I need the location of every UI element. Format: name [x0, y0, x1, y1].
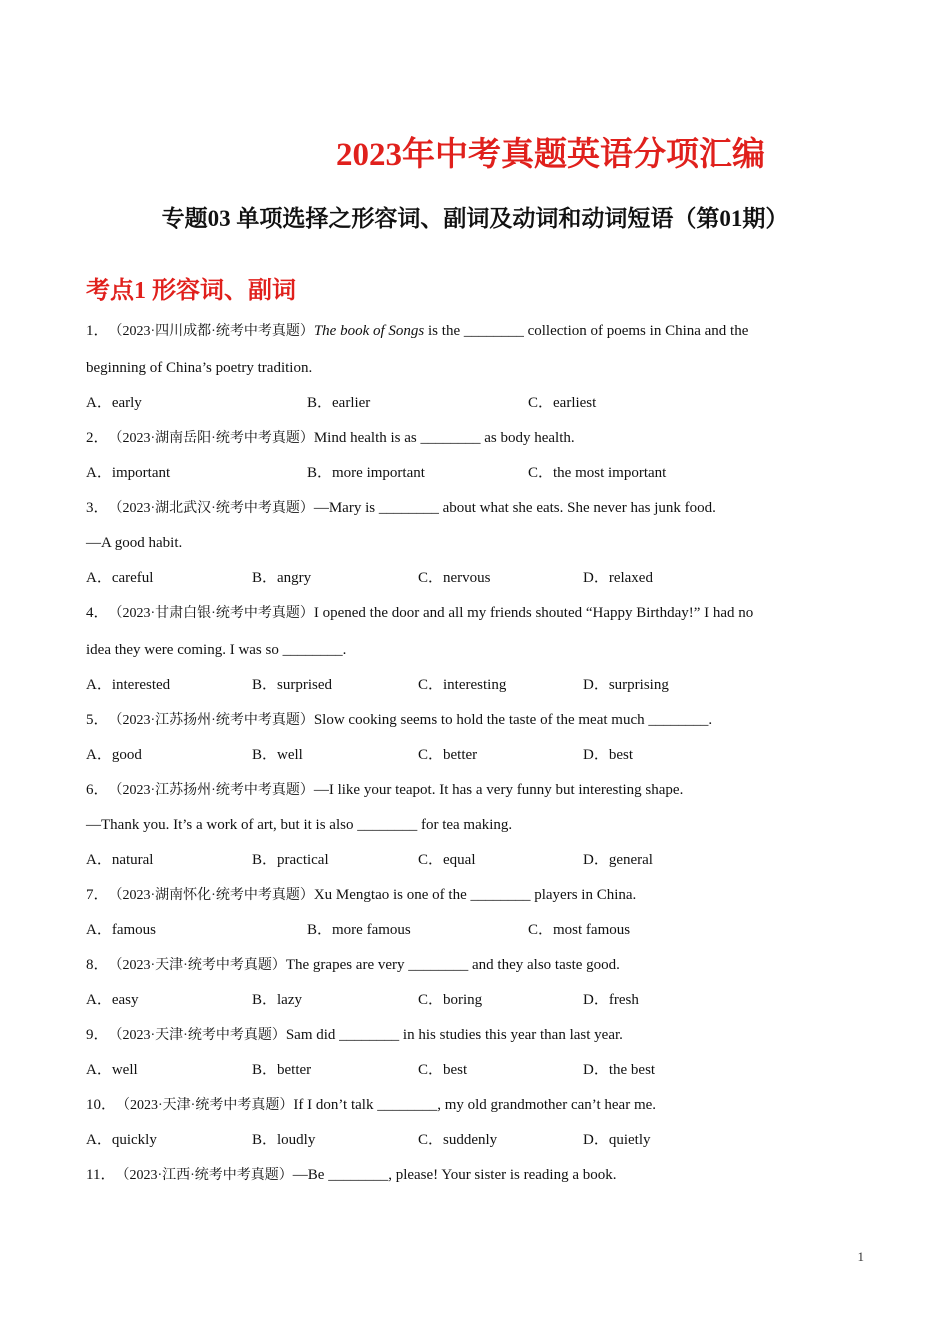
question-stem: Mind health is as ________ as body health.	[313, 430, 575, 446]
option-a[interactable]: A．easy	[86, 992, 139, 1008]
question-stem-continued: idea they were coming. I was so ________.	[86, 642, 347, 658]
option-d[interactable]: D．best	[583, 747, 633, 763]
option-row	[86, 983, 866, 1018]
question-stem: —Be ________, please! Your sister is reading a book.	[292, 1167, 617, 1183]
question-stem: —I like your teapot. It has a very funny but interesting shape.	[313, 782, 684, 798]
question-source: （2023·天津·统考中考真题）	[108, 1028, 286, 1043]
option-a[interactable]: A．quickly	[86, 1132, 157, 1148]
question-stem: Sam did ________ in his studies this year than last year.	[285, 1027, 623, 1043]
question-source: （2023·四川成都·统考中考真题）	[108, 324, 314, 339]
option-row	[86, 456, 866, 491]
option-c[interactable]: C．the most important	[528, 465, 667, 481]
option-c[interactable]: C．nervous	[418, 570, 491, 586]
option-a[interactable]: A．important	[86, 465, 171, 481]
question-number: 3．	[86, 500, 109, 516]
option-row	[86, 386, 866, 421]
option-row	[86, 843, 866, 878]
question-source: （2023·甘肃白银·统考中考真题）	[108, 606, 314, 621]
option-d[interactable]: D．quietly	[583, 1132, 651, 1148]
question-7	[86, 878, 866, 948]
question-8	[86, 948, 866, 1018]
question-3	[86, 491, 866, 596]
question-stem: I opened the door and all my friends shouted “Happy Birthday!” I had no	[313, 605, 754, 621]
option-c[interactable]: C．boring	[418, 992, 483, 1008]
question-source: （2023·湖南岳阳·统考中考真题）	[108, 431, 314, 446]
option-c[interactable]: C．suddenly	[418, 1132, 498, 1148]
option-c[interactable]: C．most famous	[528, 922, 631, 938]
question-number: 9．	[86, 1027, 109, 1043]
option-c[interactable]: C．equal	[418, 852, 476, 868]
option-b[interactable]: B．better	[252, 1062, 312, 1078]
option-a[interactable]: A．careful	[86, 570, 154, 586]
question-10	[86, 1088, 866, 1158]
question-source: （2023·江苏扬州·统考中考真题）	[108, 783, 314, 798]
option-b[interactable]: B．earlier	[307, 395, 371, 411]
question-number: 10．	[86, 1097, 117, 1113]
question-stem: The grapes are very ________ and they also taste good.	[285, 957, 620, 973]
question-4	[86, 596, 866, 703]
document-title: 2023年中考真题英语分项汇编	[336, 137, 765, 173]
document-subtitle: 专题03 单项选择之形容词、副词及动词和动词短语（第01期）	[161, 206, 789, 231]
question-stem-continued: —Thank you. It’s a work of art, but it is also ________ for tea making.	[86, 817, 513, 833]
option-a[interactable]: A．interested	[86, 677, 171, 693]
option-c[interactable]: C．earliest	[528, 395, 597, 411]
question-source: （2023·天津·统考中考真题）	[108, 958, 286, 973]
option-row	[86, 913, 866, 948]
page-number: 1	[857, 1249, 864, 1264]
option-c[interactable]: C．interesting	[418, 677, 507, 693]
option-a[interactable]: A．good	[86, 747, 142, 763]
question-number: 8．	[86, 957, 109, 973]
option-b[interactable]: B．more important	[307, 465, 425, 481]
question-stem: Slow cooking seems to hold the taste of the meat much ________.	[313, 712, 713, 728]
option-a[interactable]: A．early	[86, 395, 142, 411]
question-stem: is the ________ collection of poems in China and the	[424, 323, 749, 339]
option-b[interactable]: B．loudly	[252, 1132, 316, 1148]
question-2	[86, 421, 866, 491]
option-c[interactable]: C．best	[418, 1062, 468, 1078]
question-stem: Xu Mengtao is one of the ________ players in China.	[313, 887, 637, 903]
question-stem: —Mary is ________ about what she eats. She never has junk food.	[313, 500, 716, 516]
question-list	[86, 314, 866, 1193]
question-number: 4．	[86, 605, 109, 621]
option-d[interactable]: D．surprising	[583, 677, 669, 693]
option-b[interactable]: B．well	[252, 747, 303, 763]
question-stem-italic: The book of Songs	[313, 323, 425, 339]
question-number: 5．	[86, 712, 109, 728]
question-source: （2023·江西·统考中考真题）	[115, 1168, 293, 1183]
question-source: （2023·湖北武汉·统考中考真题）	[108, 501, 314, 516]
option-b[interactable]: B．more famous	[307, 922, 411, 938]
question-number: 11．	[86, 1167, 116, 1183]
option-d[interactable]: D．fresh	[583, 992, 639, 1008]
option-d[interactable]: D．the best	[583, 1062, 656, 1078]
question-11	[86, 1158, 866, 1193]
question-source: （2023·湖南怀化·统考中考真题）	[108, 888, 314, 903]
question-number: 2．	[86, 430, 109, 446]
option-a[interactable]: A．natural	[86, 852, 154, 868]
option-b[interactable]: B．practical	[252, 852, 329, 868]
option-d[interactable]: D．general	[583, 852, 653, 868]
option-b[interactable]: B．angry	[252, 570, 312, 586]
option-row	[86, 738, 866, 773]
option-a[interactable]: A．famous	[86, 922, 156, 938]
question-source: （2023·天津·统考中考真题）	[116, 1098, 294, 1113]
option-b[interactable]: B．lazy	[252, 992, 302, 1008]
question-stem-continued: beginning of China’s poetry tradition.	[86, 360, 313, 376]
option-row	[86, 668, 866, 703]
option-row	[86, 1123, 866, 1158]
option-row	[86, 1053, 866, 1088]
question-number: 1．	[86, 323, 109, 339]
option-a[interactable]: A．well	[86, 1062, 138, 1078]
option-c[interactable]: C．better	[418, 747, 478, 763]
question-stem: If I don’t talk ________, my old grandmother can’t hear me.	[293, 1097, 657, 1113]
option-row	[86, 561, 866, 596]
question-source: （2023·江苏扬州·统考中考真题）	[108, 713, 314, 728]
section-heading: 考点1 形容词、副词	[86, 278, 296, 304]
option-b[interactable]: B．surprised	[252, 677, 332, 693]
question-number: 7．	[86, 887, 109, 903]
question-9	[86, 1018, 866, 1088]
question-number: 6．	[86, 782, 109, 798]
question-6	[86, 773, 866, 878]
question-5	[86, 703, 866, 773]
question-1	[86, 314, 866, 421]
question-stem-continued: —A good habit.	[86, 535, 183, 551]
option-d[interactable]: D．relaxed	[583, 570, 653, 586]
